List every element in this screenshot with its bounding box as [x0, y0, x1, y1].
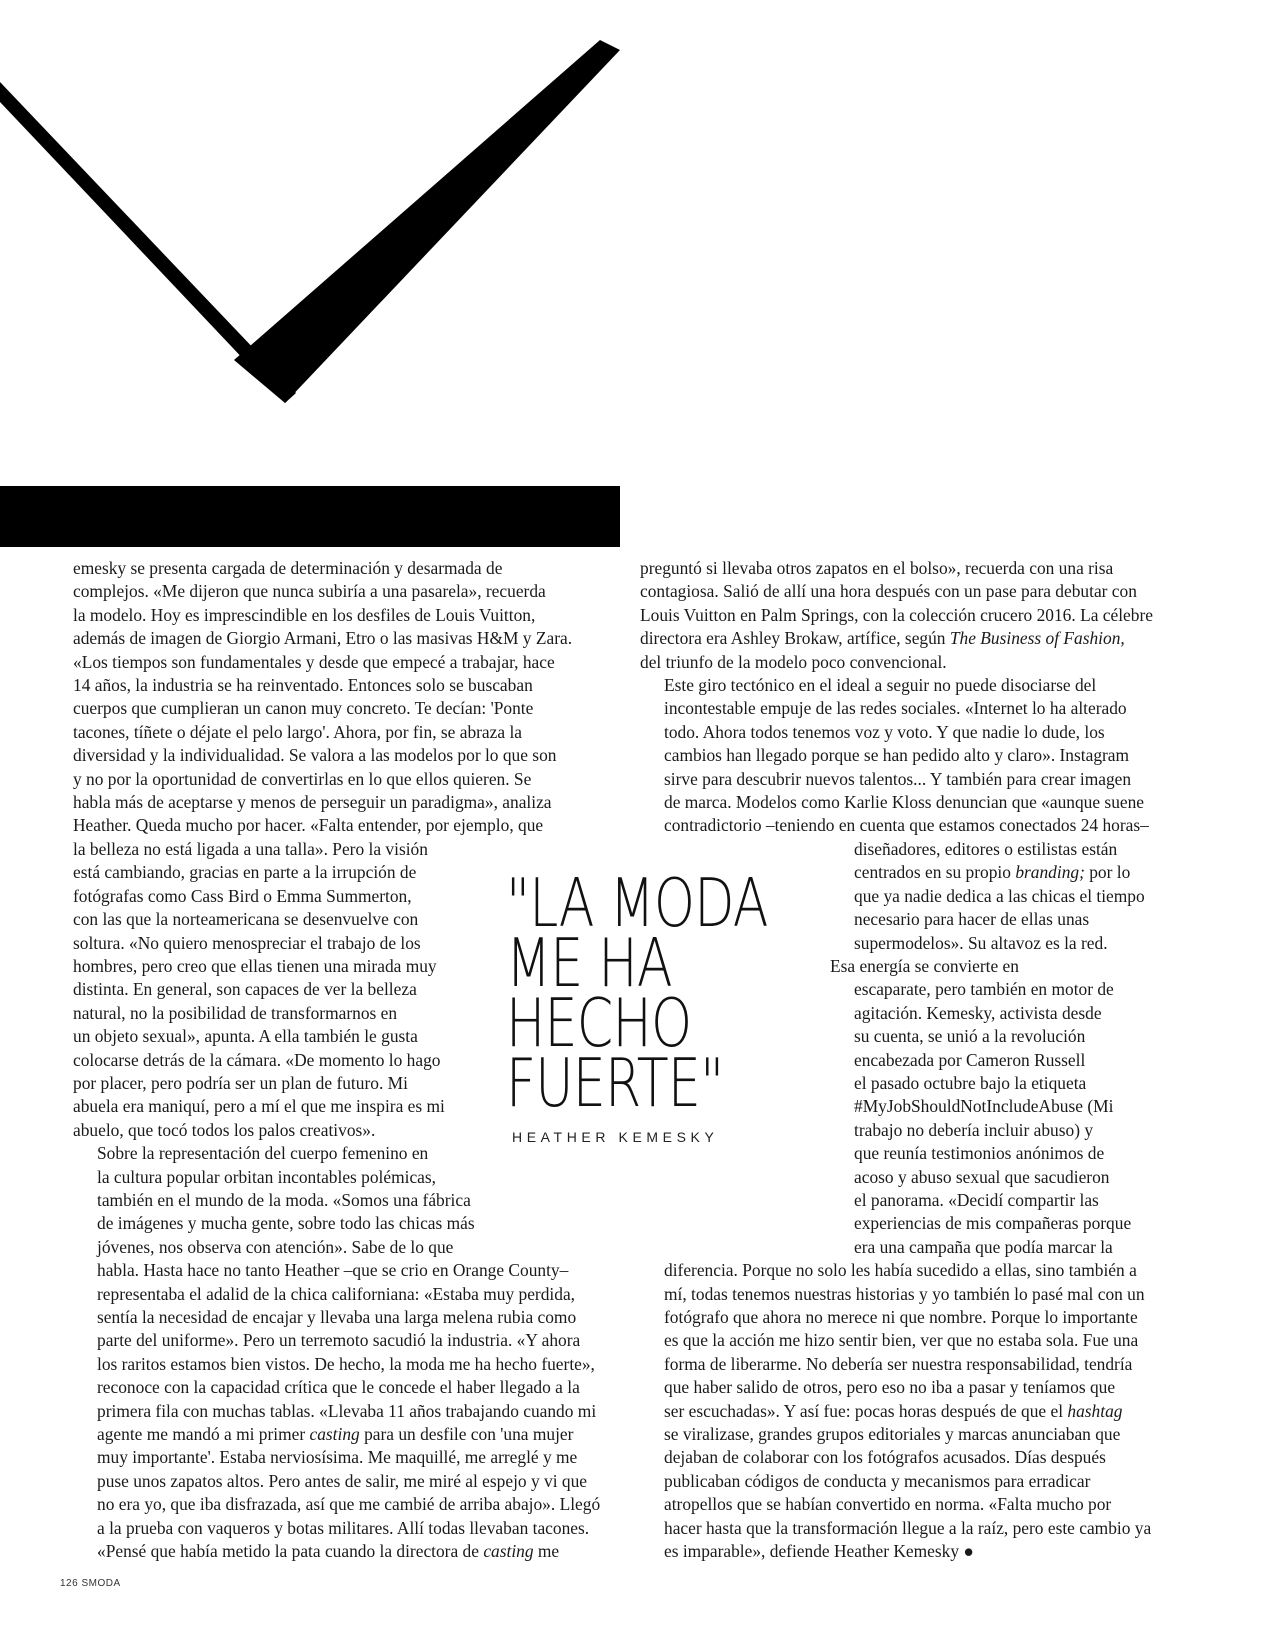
k-horizontal-bar [0, 486, 620, 547]
text-line: Heather. Queda mucho por hacer. «Falta entender, por ejemplo, que [73, 815, 544, 836]
text-line: la cultura popular orbitan incontables polémicas, [97, 1166, 437, 1187]
page-folio: 126 SMODA [60, 1578, 121, 1589]
text-line: que reunía testimonios anónimos de [854, 1143, 1105, 1164]
text-line: incontestable empuje de las redes sociales. «Internet lo ha alterado [664, 698, 1127, 719]
text-line: forma de liberarme. No debería ser nuestra responsabilidad, tendría [664, 1353, 1133, 1374]
text-line: de imágenes y mucha gente, sobre todo las chicas más [97, 1213, 475, 1234]
text-line: abuelo, que tocó todos los palos creativos». [73, 1119, 376, 1140]
text-line: supermodelos». Su altavoz es la red. [854, 932, 1108, 953]
article-paragraph [73, 1142, 618, 1563]
text-line: tacones, tíñete o déjate el pelo largo'. Ahora, por fin, se abraza la [73, 721, 522, 742]
text-line: jóvenes, nos observa con atención». Sabe de lo que [97, 1236, 454, 1257]
text-line: fotógrafas como Cass Bird o Emma Summerton, [73, 885, 412, 906]
text-line: abuela era maniquí, pero a mí el que me inspira es mi [73, 1096, 445, 1117]
text-line: y no por la oportunidad de convertirlas en lo que ellos quieren. Se [73, 768, 532, 789]
text-line: Esa energía se convierte en [830, 955, 1019, 976]
pull-quote-line: "LA MODA [506, 864, 768, 942]
pull-quote-line: ME HA [506, 924, 672, 1002]
text-line: trabajo no debería incluir abuso) y [854, 1119, 1094, 1140]
text-line: era una campaña que podía marcar la [854, 1236, 1113, 1257]
text-line: su cuenta, se unió a la revolución [854, 1026, 1086, 1047]
text-line: que haber salido de otros, pero eso no iba a pasar y teníamos que [664, 1377, 1116, 1398]
text-line: por placer, pero podría ser un plan de futuro. Mi [73, 1072, 408, 1093]
text-line: preguntó si llevaba otros zapatos en el bolso», recuerda con una risa [640, 558, 1114, 578]
text-line: distinta. En general, son capaces de ver la belleza [73, 979, 417, 1000]
text-line: reconoce con la capacidad crítica que le concede el haber llegado a la [97, 1377, 580, 1398]
text-line: ser escuchadas». Y así fue: pocas horas después de que el hashtag [664, 1400, 1123, 1421]
text-line: cuerpos que cumplieran un canon muy concreto. Te decían: 'Ponte [73, 698, 534, 719]
text-line: escaparate, pero también en motor de [854, 979, 1114, 1000]
text-line: mí, todas tenemos nuestras historias y yo también lo pasé mal con un [664, 1283, 1145, 1304]
text-line: fotógrafo que ahora no merece ni que nombre. Porque lo importante [664, 1307, 1138, 1327]
text-line: sentía la necesidad de encajar y llevaba una larga melena rubia como [97, 1307, 577, 1327]
text-line: se viralizase, grandes grupos editoriales y marcas anunciaban que [664, 1424, 1121, 1445]
text-line: a la prueba con vaqueros y botas militares. Allí todas llevaban tacones. [97, 1517, 590, 1538]
article-paragraph [640, 557, 1185, 674]
text-line: hombres, pero creo que ellas tienen una mirada muy [73, 955, 437, 976]
text-line: hacer hasta que la transformación llegue a la raíz, pero este cambio ya [664, 1517, 1152, 1538]
text-line: la belleza no está ligada a una talla». Pero la visión [73, 838, 428, 859]
text-line: el panorama. «Decidí compartir las [854, 1189, 1099, 1210]
text-line: además de imagen de Giorgio Armani, Etro o las masivas H&M y Zara. [73, 628, 573, 649]
text-line: centrados en su propio branding; por lo [854, 862, 1131, 883]
text-line: «Pensé que había metido la pata cuando la directora de casting me [97, 1541, 560, 1562]
pull-quote [506, 864, 771, 1122]
text-line: también en el mundo de la moda. «Somos una fábrica [97, 1189, 471, 1210]
text-line: cambios han llegado porque se han pedido alto y claro». Instagram [664, 745, 1130, 766]
text-line: diversidad y la individualidad. Se valora a las modelos por lo que son [73, 745, 557, 766]
text-line: encabezada por Cameron Russell [854, 1049, 1086, 1070]
text-line: puse unos zapatos altos. Pero antes de salir, me miré al espejo y vi que [97, 1470, 587, 1491]
text-line: publicaban códigos de conducta y mecanismos para erradicar [664, 1470, 1091, 1491]
pull-quote-author: HEATHER KEMESKY [512, 1129, 719, 1145]
text-line: con las que la norteamericana se desenvuelve con [73, 909, 419, 930]
text-line: de marca. Modelos como Karlie Kloss denuncian que «aunque suene [664, 792, 1145, 813]
text-line: sirve para descubrir nuevos talentos... Y también para crear imagen [664, 768, 1132, 789]
text-line: soltura. «No quiero menospreciar el trabajo de los [73, 932, 421, 953]
text-line: un objeto sexual», apunta. A ella también le gusta [73, 1026, 418, 1047]
text-line: representaba el adalid de la chica californiana: «Estaba muy perdida, [97, 1283, 576, 1304]
text-line: agente me mandó a mi primer casting para un desfile con 'una mujer [97, 1424, 574, 1445]
text-line: dejaban de colaborar con los fotógrafos acusados. Días después [664, 1447, 1106, 1468]
text-line: experiencias de mis compañeras porque [854, 1213, 1132, 1234]
text-line: necesario para hacer de ellas unas [854, 909, 1090, 930]
text-line: Sobre la representación del cuerpo femenino en [97, 1143, 429, 1164]
text-line: del triunfo de la modelo poco convencional. [640, 651, 947, 672]
text-line: parte del uniforme». Pero un terremoto sacudió la industria. «Y ahora [97, 1330, 581, 1351]
text-line: habla más de aceptarse y menos de perseguir un paradigma», analiza [73, 792, 552, 813]
text-line: la modelo. Hoy es imprescindible en los desfiles de Louis Vuitton, [73, 604, 536, 625]
text-line: que ya nadie dedica a las chicas el tiempo [854, 885, 1145, 906]
text-line: los raritos estamos bien vistos. De hecho, la moda me ha hecho fuerte», [97, 1353, 595, 1374]
text-line: atropellos que se habían convertido en norma. «Falta mucho por [664, 1494, 1112, 1515]
text-line: Este giro tectónico en el ideal a seguir no puede disociarse del [664, 675, 1097, 696]
text-line: Louis Vuitton en Palm Springs, con la colección crucero 2016. La célebre [640, 604, 1153, 625]
text-line: diferencia. Porque no solo les había sucedido a ellas, sino también a [664, 1260, 1137, 1281]
text-line: primera fila con muchas tablas. «Llevaba 11 años trabajando cuando mi [97, 1400, 597, 1421]
text-line: no era yo, que iba disfrazada, así que me cambié de arriba abajo». Llegó [97, 1494, 601, 1515]
text-line: #MyJobShouldNotIncludeAbuse (Mi [854, 1096, 1114, 1117]
k-letter-graphic [0, 0, 1275, 560]
pull-quote-line: FUERTE" [506, 1044, 724, 1122]
text-line: colocarse detrás de la cámara. «De momento lo hago [73, 1049, 441, 1070]
text-line: agitación. Kemesky, activista desde [854, 1002, 1102, 1023]
text-line: natural, no la posibilidad de transformarnos en [73, 1002, 398, 1023]
pull-quote-line: HECHO [506, 984, 692, 1062]
text-line: diseñadores, editores o estilistas están [854, 838, 1118, 859]
text-line: contagiosa. Salió de allí una hora después con un pase para debutar con [640, 581, 1137, 602]
text-line: muy importante'. Estaba nerviosísima. Me maquillé, me arreglé y me [97, 1447, 578, 1468]
text-line: directora era Ashley Brokaw, artífice, según The Business of Fashion, [640, 628, 1125, 649]
text-line: el pasado octubre bajo la etiqueta [854, 1072, 1087, 1093]
text-line: es que la acción me hizo sentir bien, ver que no estaba sola. Fue una [664, 1330, 1139, 1351]
text-line: «Los tiempos son fundamentales y desde que empecé a trabajar, hace [73, 651, 555, 672]
text-line: contradictorio –teniendo en cuenta que estamos conectados 24 horas– [664, 815, 1149, 836]
text-line: emesky se presenta cargada de determinación y desarmada de [73, 558, 503, 578]
text-line: está cambiando, gracias en parte a la irrupción de [73, 862, 417, 883]
text-line: todo. Ahora todos tenemos voz y voto. Y que nadie lo dude, los [664, 721, 1105, 742]
k-diagonal-thick-stroke [234, 40, 620, 403]
text-line: es imparable», defiende Heather Kemesky ● [664, 1541, 974, 1562]
text-line: complejos. «Me dijeron que nunca subiría a una pasarela», recuerda [73, 581, 546, 602]
text-line: 14 años, la industria se ha reinventado. Entonces solo se buscaban [73, 675, 533, 696]
text-line: habla. Hasta hace no tanto Heather –que se crio en Orange County– [97, 1260, 569, 1281]
text-line: acoso y abuso sexual que sacudieron [854, 1166, 1110, 1187]
